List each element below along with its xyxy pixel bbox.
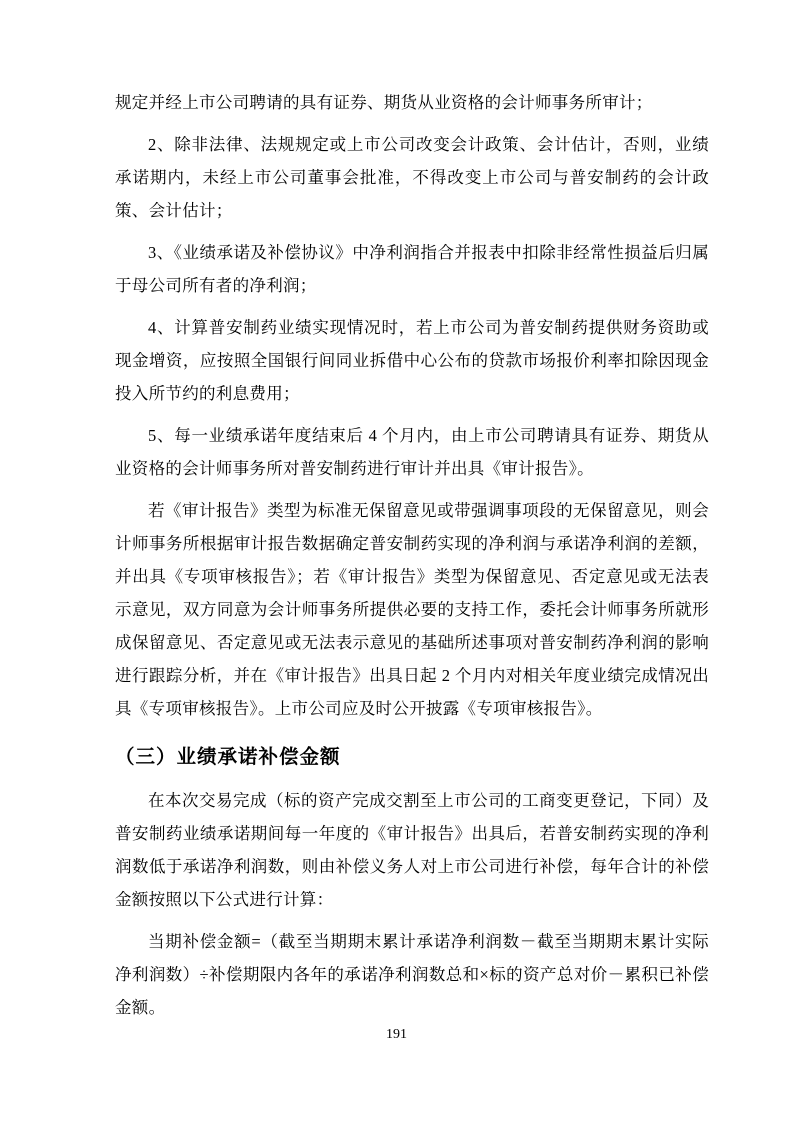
paragraph-audit-opinion: 若《审计报告》类型为标准无保留意见或带强调事项段的无保留意见，则会计师事务所根据审计报告数据确定普安制药实现的净利润与承诺净利润的差额，并出具《专项审核报告》；若《审计报告》类型为保留意见、否定意见或无法表示意见，双方同意为会计师事务所提供必要的支持工作，委托会计师事务所就形成保留意见、否定意见或无法表示意见的基础所述事项对普安制药净利润的影响进行跟踪分析，并在《审计报告》出具日起 2 个月内对相关年度业绩完成情况出具《专项审核报告》。上市公司应及时公开披露《专项审核报告》。: [115, 501, 709, 718]
section-heading: （三）业绩承诺补偿金额: [115, 746, 341, 768]
paragraph-compensation-intro: 在本次交易完成（标的资产完成交割至上市公司的工商变更登记，下同）及普安制药业绩承诺期间每一年度的《审计报告》出具后，若普安制药实现的净利润数低于承诺净利润数，则由补偿义务人对上市公司进行补偿，每年合计的补偿金额按照以下公式进行计算：: [115, 791, 709, 909]
list-item-5: 5、每一业绩承诺年度结束后 4 个月内，由上市公司聘请具有证券、期货从业资格的会计师事务所对普安制药进行审计并出具《审计报告》。: [115, 426, 709, 478]
list-item-3: 3、《业绩承诺及补偿协议》中净利润指合并报表中扣除非经常性损益后归属于母公司所有者的净利润；: [115, 243, 709, 295]
page-number: 191: [386, 1027, 407, 1042]
list-item-2: 2、除非法律、法规规定或上市公司改变会计政策、会计估计，否则，业绩承诺期内，未经上市公司董事会批准，不得改变上市公司与普安制药的会计政策、会计估计；: [115, 135, 709, 220]
paragraph-continuation: 规定并经上市公司聘请的具有证券、期货从业资格的会计师事务所审计；: [115, 93, 653, 112]
list-item-4: 4、计算普安制药业绩实现情况时，若上市公司为普安制药提供财务资助或现金增资，应按照全国银行间同业拆借中心公布的贷款市场报价利率扣除因现金投入所节约的利息费用；: [115, 318, 709, 403]
document-content: [115, 86, 709, 1024]
paragraph-compensation-formula: 当期补偿金额=（截至当期期末累计承诺净利润数－截至当期期末累计实际净利润数）÷补偿期限内各年的承诺净利润数总和×标的资产总对价－累积已补偿金额。: [115, 932, 709, 1017]
